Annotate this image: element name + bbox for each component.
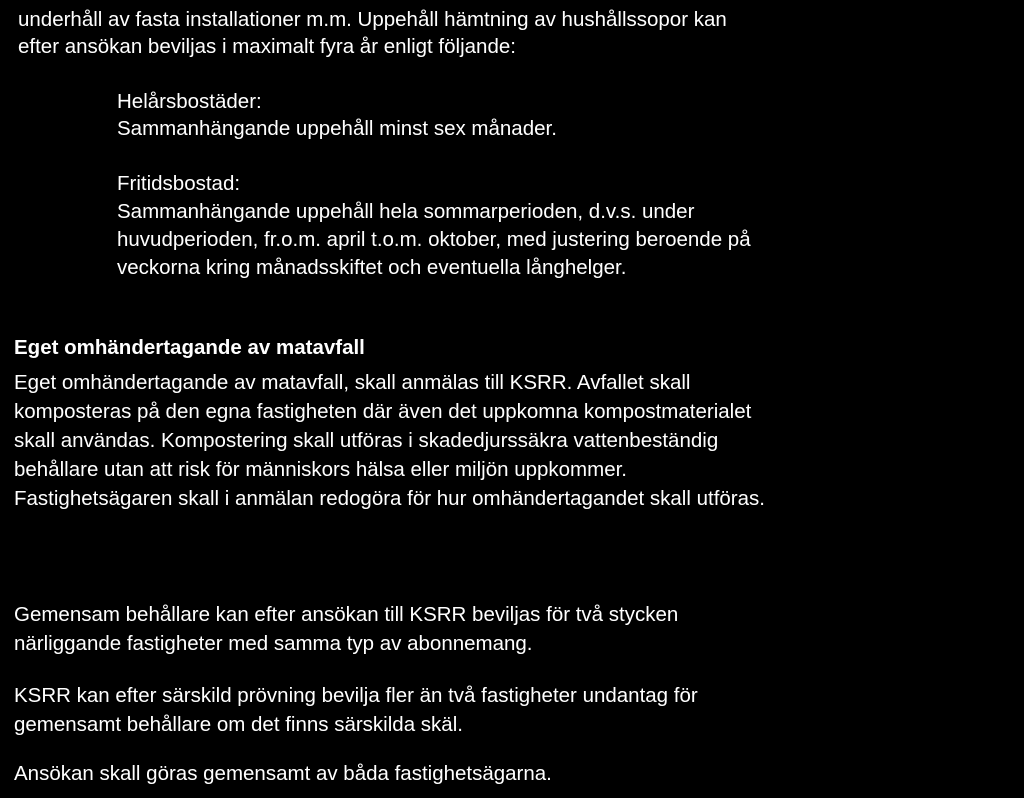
exception-paragraph: [14, 681, 698, 739]
intro-paragraph: [18, 6, 727, 60]
intro-line: underhåll av fasta installationer m.m. Uppehåll hämtning av hushållssopor kan: [18, 8, 727, 31]
year-round-paragraph: [117, 88, 557, 142]
holiday-home-paragraph: [117, 170, 751, 282]
holiday-home-line: huvudperioden, fr.o.m. april t.o.m. oktober, med justering beroende på: [117, 228, 751, 251]
food-waste-line: skall användas. Kompostering skall utföras i skadedjurssäkra vattenbeständig: [14, 429, 719, 452]
holiday-home-line: Sammanhängande uppehåll hela sommarperioden, d.v.s. under: [117, 200, 695, 223]
food-waste-heading: Eget omhändertagande av matavfall: [14, 336, 365, 359]
food-waste-line: komposteras på den egna fastigheten där även det uppkomna kompostmaterialet: [14, 400, 752, 423]
exception-line: KSRR kan efter särskild prövning bevilja fler än två fastigheter undantag för: [14, 684, 698, 707]
exception-line: gemensamt behållare om det finns särskilda skäl.: [14, 713, 463, 736]
food-waste-line: Eget omhändertagande av matavfall, skall anmälas till KSRR. Avfallet skall: [14, 371, 691, 394]
food-waste-line: behållare utan att risk för människors hälsa eller miljön uppkommer.: [14, 458, 627, 481]
food-waste-paragraph: [14, 368, 765, 513]
food-waste-line: Fastighetsägaren skall i anmälan redogöra för hur omhändertagandet skall utföras.: [14, 487, 765, 510]
holiday-home-label: Fritidsbostad:: [117, 172, 241, 195]
shared-container-line: närliggande fastigheter med samma typ av abonnemang.: [14, 632, 533, 655]
shared-container-line: Gemensam behållare kan efter ansökan till KSRR beviljas för två stycken: [14, 603, 679, 626]
intro-line: efter ansökan beviljas i maximalt fyra år enligt följande:: [18, 35, 516, 58]
application-paragraph: Ansökan skall göras gemensamt av båda fastighetsägarna.: [14, 762, 552, 785]
year-round-text: Sammanhängande uppehåll minst sex månader.: [117, 117, 557, 140]
year-round-label: Helårsbostäder:: [117, 90, 262, 113]
holiday-home-line: veckorna kring månadsskiftet och eventuella långhelger.: [117, 256, 627, 279]
shared-container-paragraph: [14, 600, 678, 658]
